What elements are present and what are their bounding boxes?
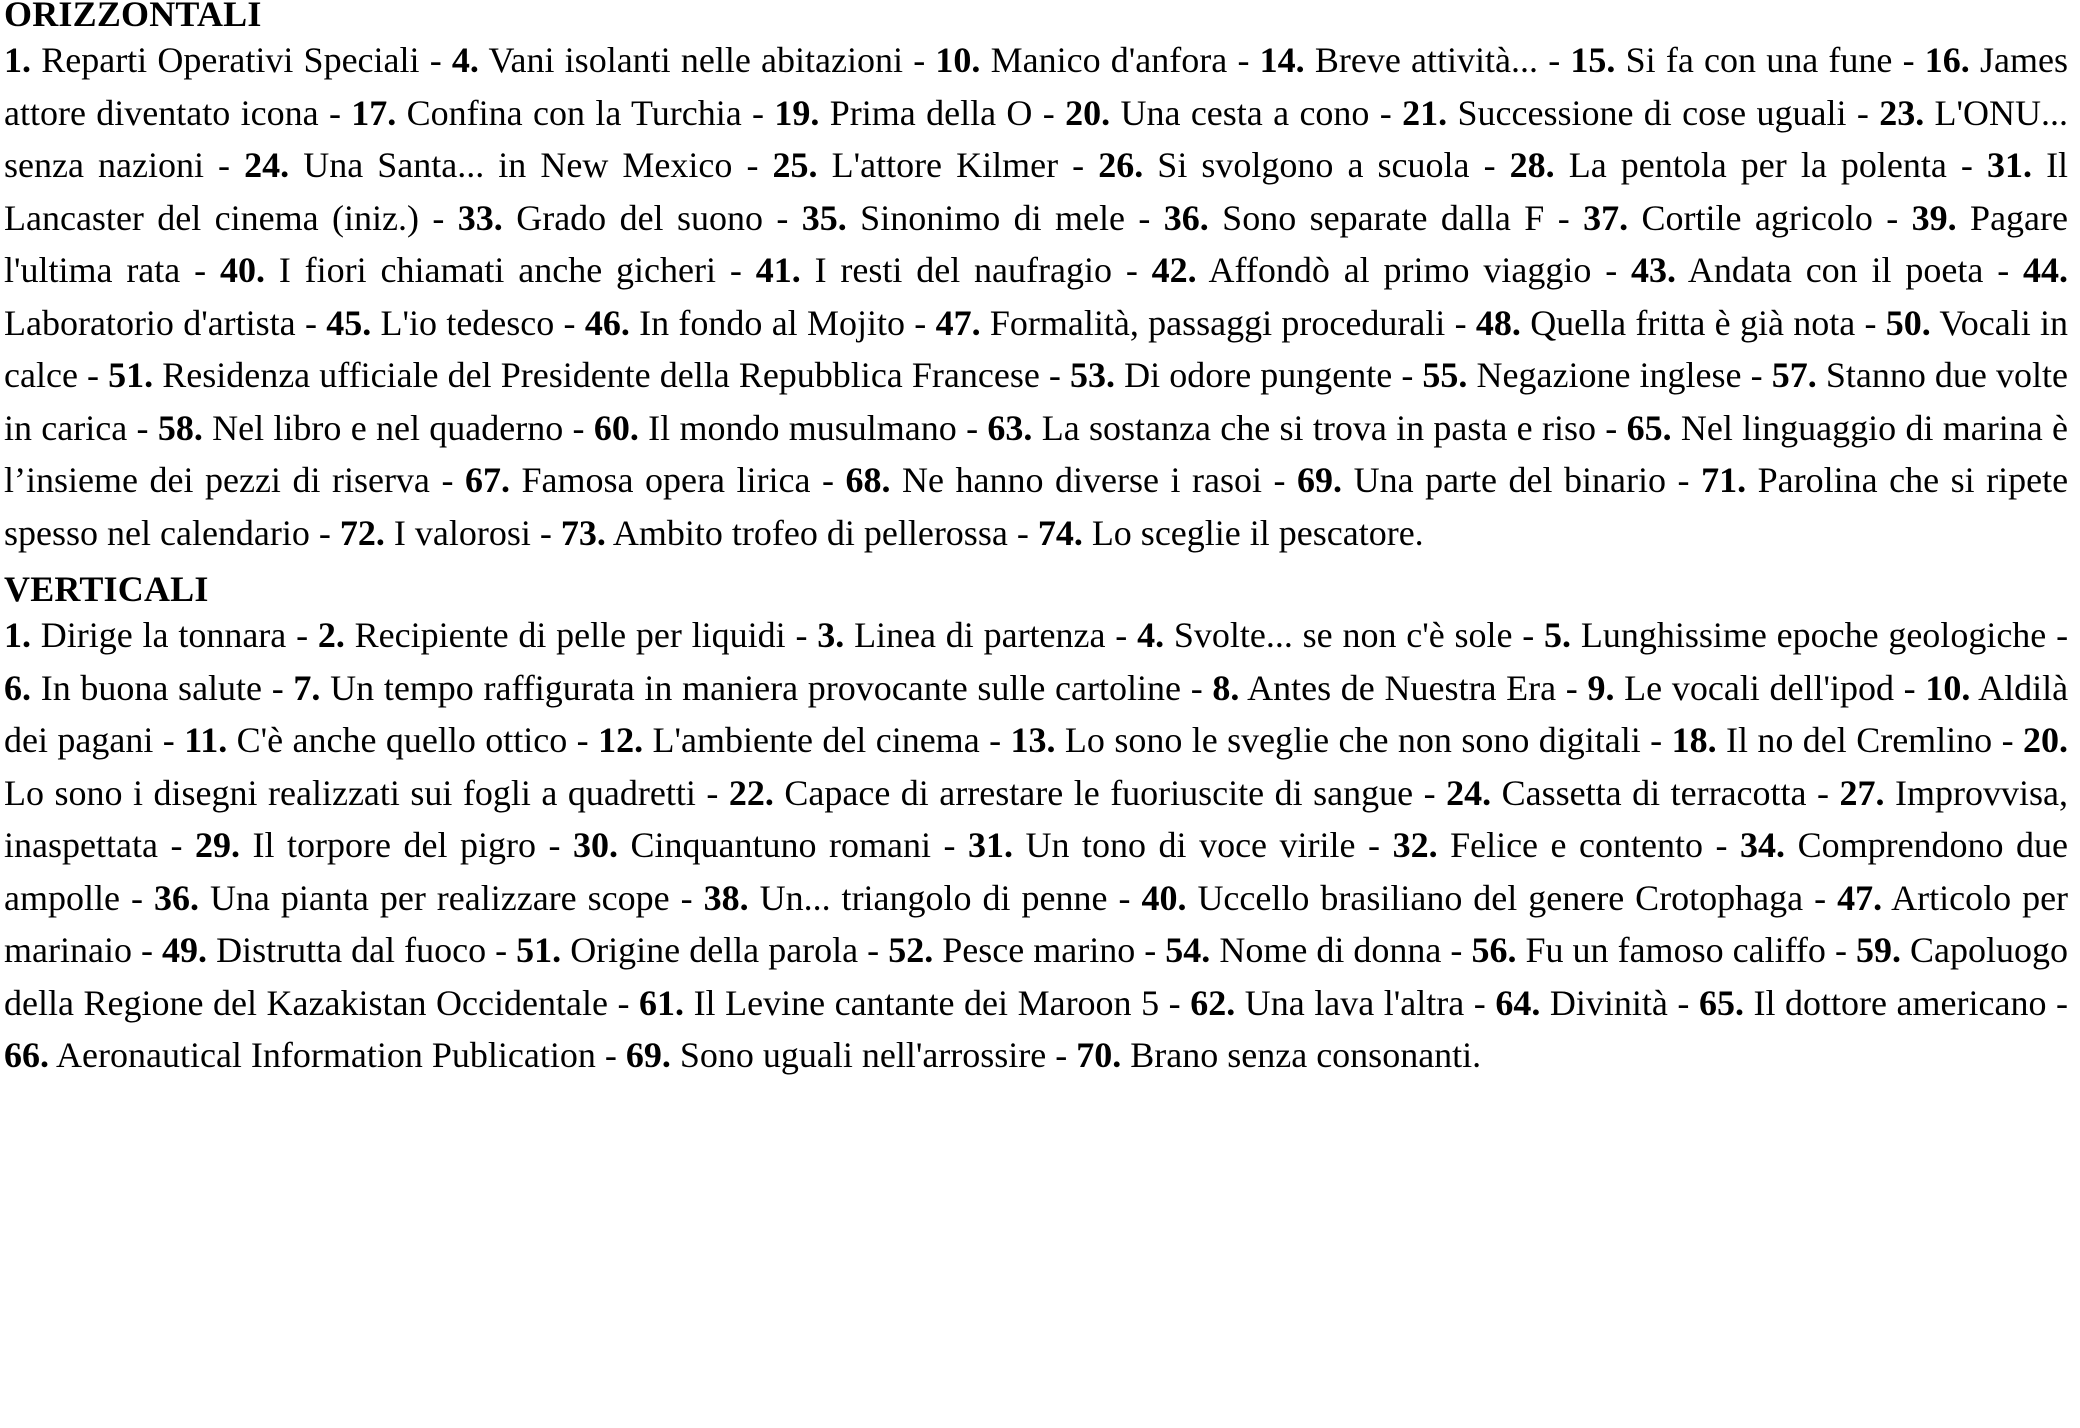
clue-text: Nome di donna	[1219, 930, 1442, 970]
clue-number: 19.	[774, 92, 820, 133]
clue-number: 29.	[194, 825, 240, 865]
clue-text: I valorosi	[393, 512, 531, 553]
clue-number: 69.	[1297, 460, 1343, 500]
clue-text: Prima della O	[829, 92, 1033, 133]
clue-text: Comprendono due ampolle	[4, 825, 2069, 918]
clue-number: 34.	[1740, 825, 1786, 865]
clue-text: In buona salute	[40, 667, 263, 708]
clue-text: In fondo al Mojito	[639, 302, 905, 343]
clue-number: 17.	[351, 92, 397, 133]
clue-number: 20.	[2023, 720, 2069, 760]
clue-number: 72.	[339, 512, 385, 553]
clue-number: 4.	[1137, 615, 1165, 655]
clue-number: 58.	[157, 407, 203, 448]
clue-text: Lunghissime epoche geologiche	[1580, 615, 2047, 655]
clue-text: L'attore Kilmer	[831, 145, 1059, 185]
clue-number: 38.	[703, 877, 749, 918]
clue-text: Brano senza consonanti.	[1130, 1035, 1482, 1075]
clue-number: 24.	[244, 145, 290, 185]
clue-text: Il dottore americano	[1753, 982, 2047, 1023]
clue-number: 1.	[4, 615, 31, 655]
clue-number: 36.	[153, 877, 199, 918]
clue-number: 51.	[108, 355, 154, 395]
clue-text: Una parte del binario	[1353, 460, 1667, 500]
clues-verticali: 1. Dirige la tonnara - 2. Recipiente di pelle per liquidi - 3. Linea di partenza - 4. Svolte... se non c'è sole - 5. Lunghissime epoche geologiche - 6. In buona salute - 7. Un tempo raffigurata in maniera provocante sulle cartoline - 8. Antes de Nuestra Era - 9. Le vocali dell'ipod - 10. Aldilà dei pagani - 11. C'è anche quello ottico - 12. L'ambiente del cinema - 13. Lo sono le sveglie che non sono digitali - 18. Il no del Cremlino - 20. Lo sono i disegni realizzati sui fogli a quadretti - 22. Capace di arrestare le fuoriuscite di sangue - 24. Cassetta di terracotta - 27. Improvvisa, inaspettata - 29. Il torpore del pigro - 30. Cinquantuno romani - 31. Un tono di voce virile - 32. Felice e contento - 34. Comprendono due ampolle - 36. Una pianta per realizzare scope - 38. Un... triangolo di penne - 40. Uccello brasiliano del genere Crotophaga - 47. Articolo per marinaio - 49. Distrutta dal fuoco - 51. Origine della parola - 52. Pesce marino - 54. Nome di donna - 56. Fu un famoso califfo - 59. Capoluogo della Regione del Kazakistan Occidentale - 61. Il Levine cantante dei Maroon 5 - 62. Una lava l'altra - 64. Divinità - 65. Il dottore americano - 66. Aeronautical Information Publication - 69. Sono uguali nell'arrossire - 70. Brano senza consonanti.	[4, 615, 2069, 1075]
clue-number: 40.	[1141, 877, 1187, 918]
clue-number: 9.	[1587, 667, 1615, 708]
clue-text: Vani isolanti nelle abitazioni	[488, 40, 903, 80]
section-title-orizzontali: ORIZZONTALI	[4, 0, 262, 34]
clue-number: 13.	[1010, 720, 1056, 760]
clue-number: 37.	[1583, 197, 1629, 238]
clue-number: 2.	[317, 615, 345, 655]
clue-text: Aeronautical Information Publication	[56, 1035, 596, 1075]
clue-number: 10.	[1925, 667, 1971, 708]
clue-number: 25.	[772, 145, 818, 185]
clue-text: Lo sceglie il pescatore.	[1091, 512, 1424, 553]
section-title-verticali: VERTICALI	[4, 569, 209, 609]
clue-number: 71.	[1701, 460, 1747, 500]
clue-text: Di odore pungente	[1124, 355, 1393, 395]
clue-text: James attore diventato icona	[4, 40, 2068, 133]
clue-number: 51.	[516, 930, 562, 970]
clue-text: Confina con la Turchia	[406, 92, 742, 133]
clue-text: Negazione inglese	[1476, 355, 1742, 395]
clue-number: 26.	[1098, 145, 1144, 185]
clue-number: 68.	[845, 460, 891, 500]
clue-number: 45.	[326, 302, 372, 343]
clue-number: 42.	[1151, 250, 1197, 290]
clue-number: 14.	[1259, 40, 1305, 80]
clue-text: I fiori chiamati anche gicheri	[278, 250, 717, 290]
clue-number: 73.	[560, 512, 606, 553]
clue-number: 43.	[1631, 250, 1677, 290]
clue-text: L'ONU... senza nazioni	[4, 92, 2069, 185]
clue-number: 22.	[728, 772, 774, 813]
clue-number: 21.	[1402, 92, 1448, 133]
clue-number: 53.	[1070, 355, 1115, 395]
clue-number: 36.	[1163, 197, 1209, 238]
clue-number: 23.	[1879, 92, 1925, 133]
clue-number: 6.	[4, 667, 31, 708]
clue-number: 1.	[4, 40, 31, 80]
clue-text: Sono separate dalla F	[1222, 197, 1545, 238]
clues-orizzontali: 1. Reparti Operativi Speciali - 4. Vani isolanti nelle abitazioni - 10. Manico d'anfora - 14. Breve attività... - 15. Si fa con una fune - 16. James attore diventato icona - 17. Confina con la Turchia - 19. Prima della O - 20. Una cesta a cono - 21. Successione di cose uguali - 23. L'ONU... senza nazioni - 24. Una Santa... in New Mexico - 25. L'attore Kilmer - 26. Si svolgono a scuola - 28. La pentola per la polenta - 31. Il Lancaster del cinema (iniz.) - 33. Grado del suono - 35. Sinonimo di mele - 36. Sono separate dalla F - 37. Cortile agricolo - 39. Pagare l'ultima rata - 40. I fiori chiamati anche gicheri - 41. I resti del naufragio - 42. Affondò al primo viaggio - 43. Andata con il poeta - 44. Laboratorio d'artista - 45. L'io tedesco - 46. In fondo al Mojito - 47. Formalità, passaggi procedurali - 48. Quella fritta è già nota - 50. Vocali in calce - 51. Residenza ufficiale del Presidente della Repubblica Francese - 53. Di odore pungente - 55. Negazione inglese - 57. Stanno due volte in carica - 58. Nel libro e nel quaderno - 60. Il mondo musulmano - 63. La sostanza che si trova in pasta e riso - 65. Nel linguaggio di marina è l’insieme dei pezzi di riserva - 67. Famosa opera lirica - 68. Ne hanno diverse i rasoi - 69. Una parte del binario - 71. Parolina che si ripete spesso nel calendario - 72. I valorosi - 73. Ambito trofeo di pellerossa - 74. Lo sceglie il pescatore.	[4, 40, 2069, 553]
clue-number: 59.	[1855, 930, 1901, 970]
clue-text: Manico d'anfora	[990, 40, 1228, 80]
clue-text: Si svolgono a scuola	[1157, 145, 1470, 185]
clue-text: La sostanza che si trova in pasta e riso	[1041, 407, 1596, 448]
clue-number: 18.	[1671, 720, 1717, 760]
clue-text: Ne hanno diverse i rasoi	[902, 460, 1262, 500]
clue-text: Un tono di voce virile	[1025, 825, 1356, 865]
clue-number: 3.	[817, 615, 845, 655]
clue-text: L'io tedesco	[380, 302, 555, 343]
clue-text: Si fa con una fune	[1625, 40, 1893, 80]
clue-text: Capace di arrestare le fuoriuscite di sangue	[784, 772, 1414, 813]
clue-number: 57.	[1771, 355, 1817, 395]
clue-text: Famosa opera lirica	[521, 460, 811, 500]
clue-text: La pentola per la polenta	[1568, 145, 1947, 185]
clue-number: 63.	[987, 407, 1033, 448]
clue-text: Una cesta a cono	[1120, 92, 1370, 133]
clue-number: 15.	[1570, 40, 1616, 80]
clue-number: 65.	[1698, 982, 1744, 1023]
clue-number: 31.	[1986, 145, 2032, 185]
clue-number: 69.	[625, 1035, 671, 1075]
clue-number: 66.	[4, 1035, 49, 1075]
clue-text: Il Levine cantante dei Maroon 5	[693, 982, 1160, 1023]
clue-text: Cortile agricolo	[1641, 197, 1873, 238]
clue-number: 47.	[1837, 877, 1883, 918]
clue-text: Formalità, passaggi procedurali	[989, 302, 1446, 343]
clue-text: Residenza ufficiale del Presidente della Repubblica Francese	[162, 355, 1040, 395]
clue-number: 41.	[755, 250, 801, 290]
clue-number: 44.	[2023, 250, 2069, 290]
clue-text: Vocali in calce	[4, 302, 2069, 395]
clue-text: Una pianta per realizzare scope	[209, 877, 670, 918]
clue-text: Svolte... se non c'è sole	[1173, 615, 1513, 655]
clue-text: Il torpore del pigro	[252, 825, 536, 865]
clue-text: Linea di partenza	[854, 615, 1106, 655]
clue-text: L'ambiente del cinema	[652, 720, 980, 760]
clue-text: Articolo per marinaio	[4, 877, 2069, 970]
clue-number: 74.	[1037, 512, 1083, 553]
clue-text: I resti del naufragio	[814, 250, 1112, 290]
clue-text: Cinquantuno romani	[630, 825, 931, 865]
clue-number: 48.	[1475, 302, 1521, 343]
clue-number: 32.	[1392, 825, 1438, 865]
clue-text: Felice e contento	[1450, 825, 1704, 865]
clue-text: Sono uguali nell'arrossire	[679, 1035, 1047, 1075]
clue-number: 28.	[1509, 145, 1555, 185]
clue-text: Improvvisa, inaspettata	[4, 772, 2069, 865]
clue-number: 35.	[801, 197, 847, 238]
clue-text: Nel libro e nel quaderno	[212, 407, 564, 448]
clue-text: Parolina che si ripete spesso nel calendario	[4, 460, 2069, 553]
clue-text: Il Lancaster del cinema (iniz.)	[4, 145, 2069, 238]
clue-text: Quella fritta è già nota	[1530, 302, 1856, 343]
clue-number: 12.	[598, 720, 644, 760]
clue-text: Grado del suono	[516, 197, 763, 238]
clue-number: 31.	[968, 825, 1014, 865]
clue-number: 20.	[1065, 92, 1111, 133]
clue-number: 70.	[1076, 1035, 1122, 1075]
clue-number: 33.	[457, 197, 503, 238]
clue-number: 4.	[451, 40, 479, 80]
clue-number: 10.	[935, 40, 981, 80]
clue-text: Fu un famoso califfo	[1525, 930, 1826, 970]
clue-text: Il mondo musulmano	[648, 407, 957, 448]
clue-text: Ambito trofeo di pellerossa	[612, 512, 1008, 553]
clue-text: Stanno due volte in carica	[4, 355, 2068, 448]
clue-number: 24.	[1446, 772, 1492, 813]
clue-number: 46.	[584, 302, 630, 343]
clue-text: Origine della parola	[570, 930, 859, 970]
clue-text: Un... triangolo di penne	[759, 877, 1108, 918]
clue-text: Divinità	[1549, 982, 1668, 1023]
clue-text: Lo sono le sveglie che non sono digitali	[1064, 720, 1641, 760]
clue-text: Una Santa... in New Mexico	[303, 145, 733, 185]
clue-number: 55.	[1422, 355, 1468, 395]
clue-number: 54.	[1165, 930, 1211, 970]
clue-number: 40.	[219, 250, 265, 290]
clue-text: Un tempo raffigurata in maniera provocante sulle cartoline	[330, 667, 1181, 708]
clue-number: 60.	[593, 407, 639, 448]
clue-text: Le vocali dell'ipod	[1624, 667, 1894, 708]
clue-number: 52.	[888, 930, 934, 970]
clue-number: 67.	[464, 460, 510, 500]
clue-text: C'è anche quello ottico	[236, 720, 568, 760]
clue-text: Capoluogo della Regione del Kazakistan Occidentale	[4, 930, 2069, 1023]
clue-number: 5.	[1544, 615, 1572, 655]
clue-text: Affondò al primo viaggio	[1208, 250, 1592, 290]
clue-number: 49.	[162, 930, 208, 970]
clue-number: 47.	[935, 302, 981, 343]
clue-text: Andata con il poeta	[1687, 250, 1984, 290]
clue-number: 8.	[1212, 667, 1240, 708]
clue-text: Sinonimo di mele	[860, 197, 1125, 238]
clue-text: Lo sono i disegni realizzati sui fogli a quadretti	[4, 772, 696, 813]
clue-text: Uccello brasiliano del genere Crotophaga	[1197, 877, 1804, 918]
clue-text: Nel linguaggio di marina è l’insieme dei pezzi di riserva	[4, 407, 2069, 500]
clue-number: 62.	[1190, 982, 1236, 1023]
clue-text: Pagare l'ultima rata	[4, 197, 2068, 290]
clue-number: 56.	[1471, 930, 1517, 970]
clue-number: 50.	[1885, 302, 1931, 343]
clue-text: Dirige la tonnara	[40, 615, 287, 655]
clue-text: Successione di cose uguali	[1457, 92, 1847, 133]
clue-text: Reparti Operativi Speciali	[41, 40, 420, 80]
clue-text: Breve attività...	[1314, 40, 1538, 80]
clue-number: 61.	[639, 982, 685, 1023]
clue-text: Pesce marino	[942, 930, 1136, 970]
clue-number: 64.	[1495, 982, 1541, 1023]
clue-number: 11.	[184, 720, 228, 760]
clue-text: Antes de Nuestra Era	[1247, 667, 1557, 708]
clue-text: Aldilà dei pagani	[4, 667, 2069, 760]
clue-text: Distrutta dal fuoco	[216, 930, 487, 970]
clue-number: 7.	[293, 667, 321, 708]
clue-number: 16.	[1924, 40, 1970, 80]
clue-number: 39.	[1911, 197, 1957, 238]
clue-text: Cassetta di terracotta	[1501, 772, 1807, 813]
clue-text: Una lava l'altra	[1244, 982, 1465, 1023]
clue-number: 65.	[1626, 407, 1672, 448]
clue-number: 27.	[1839, 772, 1885, 813]
clue-text: Laboratorio d'artista	[4, 302, 296, 343]
clue-text: Recipiente di pelle per liquidi	[354, 615, 786, 655]
clue-text: Il no del Cremlino	[1725, 720, 1993, 760]
clue-number: 30.	[572, 825, 618, 865]
